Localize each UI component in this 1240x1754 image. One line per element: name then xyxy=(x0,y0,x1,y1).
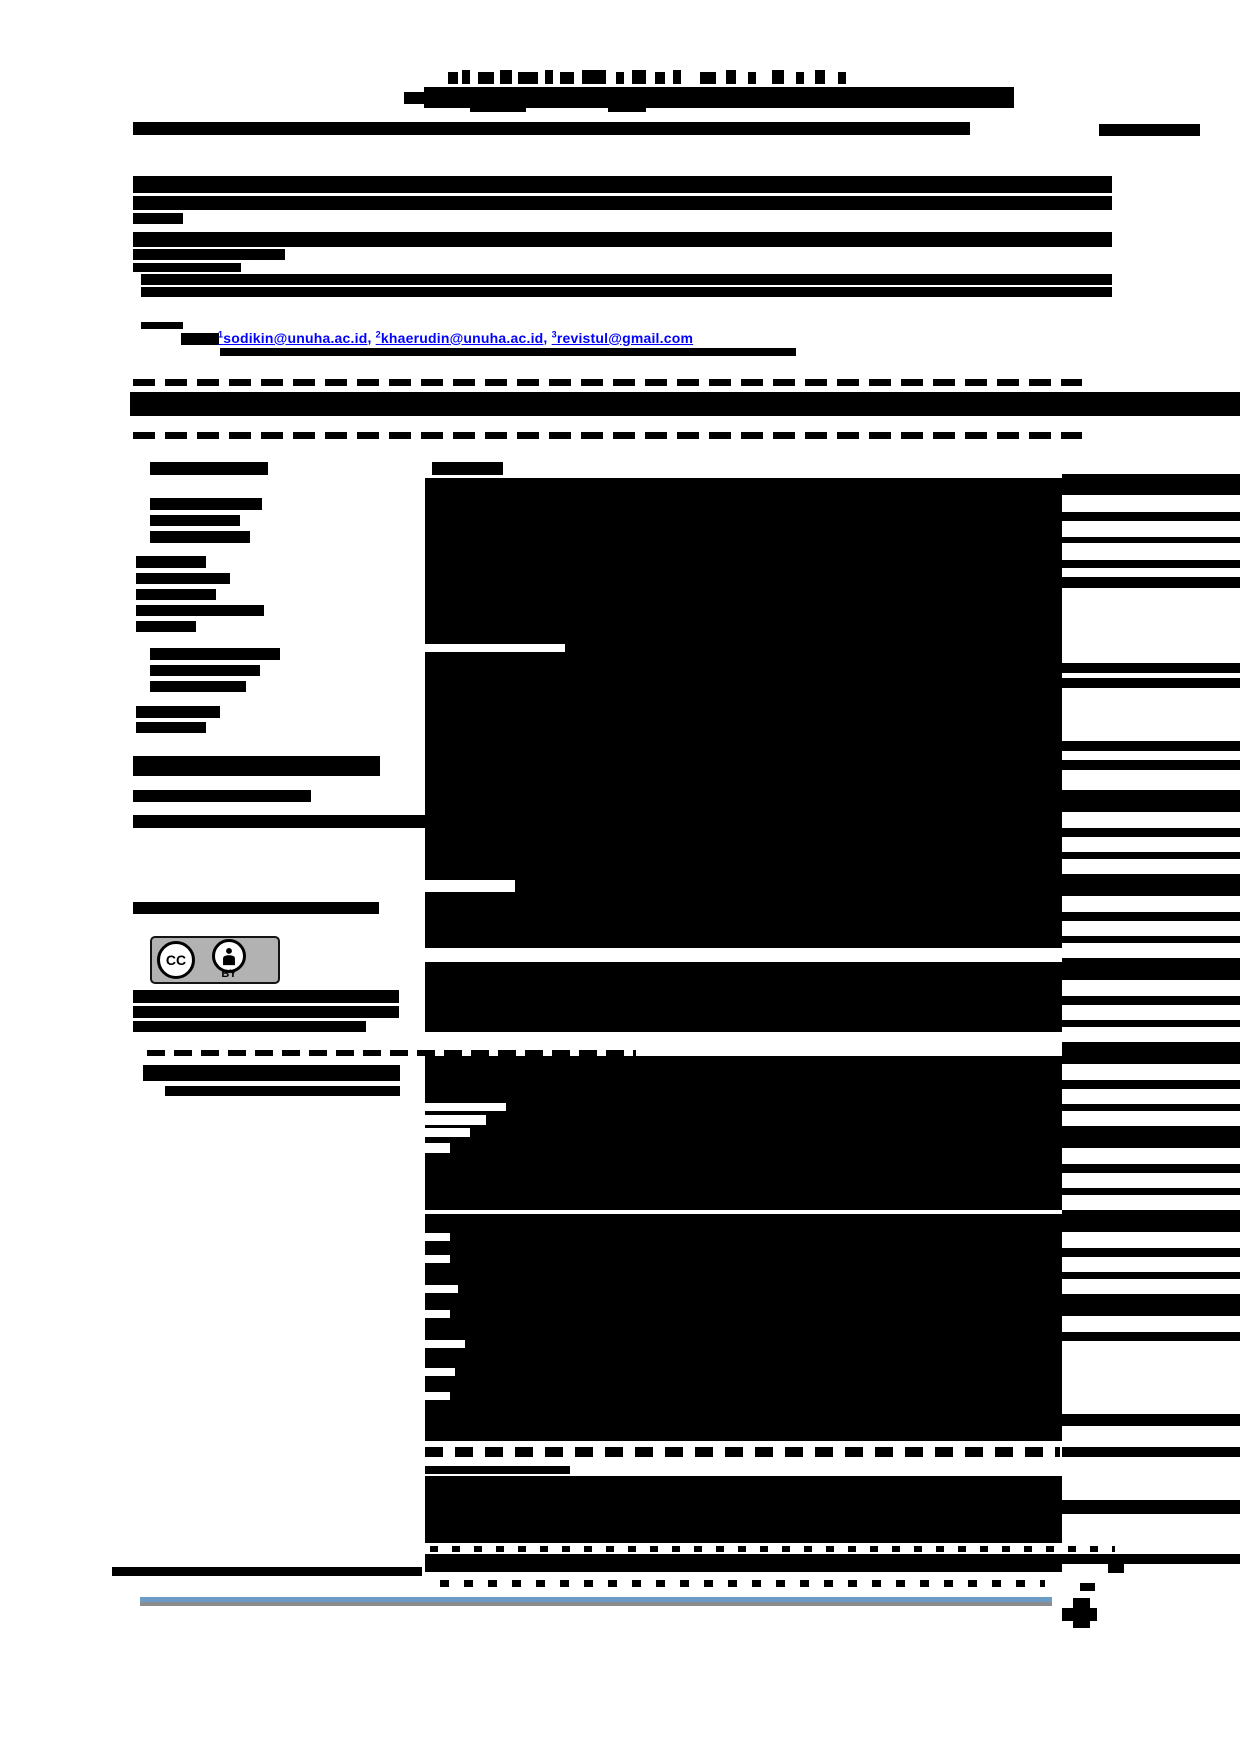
redacted-text-block xyxy=(1062,537,1240,543)
redacted-text-block xyxy=(1062,663,1240,673)
redacted-text-block xyxy=(560,72,574,84)
dashed-rule xyxy=(147,1050,636,1056)
redacted-text-block xyxy=(1062,1080,1240,1089)
redacted-text-block xyxy=(1062,678,1240,688)
redacted-text-block xyxy=(130,392,1240,416)
footer-rule-shadow xyxy=(140,1602,1052,1606)
redacted-text-block xyxy=(1062,790,1240,812)
redacted-text-block xyxy=(655,72,665,84)
redacted-text-block xyxy=(425,962,1062,1032)
redacted-text-block xyxy=(133,122,970,135)
paragraph-gap xyxy=(425,644,565,652)
email-sup-3: 3 xyxy=(551,329,557,339)
redacted-text-block xyxy=(136,621,196,632)
paragraph-gap xyxy=(425,1285,458,1293)
paragraph-gap xyxy=(425,1128,470,1137)
redacted-text-block xyxy=(608,107,646,112)
redacted-text-block xyxy=(726,70,736,84)
redacted-text-block xyxy=(1062,512,1240,521)
redacted-text-block xyxy=(133,196,1112,210)
redacted-text-block xyxy=(133,213,183,224)
redacted-text-block xyxy=(500,70,512,84)
footer-logo-icon xyxy=(1062,1598,1098,1632)
paragraph-gap xyxy=(425,1115,486,1125)
redacted-text-block xyxy=(136,589,216,600)
redacted-text-block xyxy=(1062,1210,1240,1232)
paragraph-gap xyxy=(425,880,515,892)
redacted-text-block xyxy=(424,87,1014,108)
redacted-text-block xyxy=(815,70,825,84)
redacted-text-block xyxy=(150,665,260,676)
redacted-text-block xyxy=(700,72,716,84)
redacted-text-block xyxy=(136,722,206,733)
redacted-text-block xyxy=(1062,912,1240,921)
redacted-text-block xyxy=(545,70,553,84)
redacted-text-block xyxy=(1062,1332,1240,1341)
paragraph-gap xyxy=(425,1310,450,1318)
redacted-text-block xyxy=(141,287,1112,297)
email-sup-1: 1 xyxy=(218,329,224,339)
paragraph-gap xyxy=(425,1392,450,1400)
redacted-text-block xyxy=(133,902,379,914)
dashed-rule xyxy=(133,432,1082,439)
redacted-text-block xyxy=(141,322,183,329)
redacted-text-block xyxy=(141,274,1112,285)
redacted-text-block xyxy=(165,1086,400,1096)
redacted-text-block xyxy=(112,1567,422,1576)
cc-logo-icon: CC xyxy=(157,941,195,979)
email-text-2: khaerudin@unuha.ac.id xyxy=(380,329,544,346)
redacted-text-block xyxy=(616,72,624,84)
redacted-text-block xyxy=(133,1006,399,1018)
redacted-text-block xyxy=(796,72,804,84)
redacted-text-block xyxy=(1062,852,1240,859)
redacted-text-block xyxy=(133,790,311,802)
redacted-text-block xyxy=(1062,1294,1240,1316)
redacted-text-block xyxy=(1062,1126,1240,1148)
email-text-3: revistul@gmail.com xyxy=(556,329,694,346)
redacted-text-block xyxy=(404,92,426,104)
redacted-text-block xyxy=(136,605,264,616)
redacted-text-block xyxy=(582,70,606,84)
redacted-text-block xyxy=(1062,1500,1240,1514)
redacted-text-block xyxy=(478,72,494,84)
author-email-link-2[interactable] xyxy=(376,330,544,346)
redacted-text-block xyxy=(133,249,285,260)
redacted-text-block xyxy=(1062,741,1240,751)
redacted-text-block xyxy=(425,478,1062,948)
author-email-link-1[interactable] xyxy=(218,330,367,346)
redacted-text-block xyxy=(136,706,220,718)
redacted-text-block xyxy=(220,348,796,356)
redacted-text-block xyxy=(425,1466,570,1474)
dashed-rule xyxy=(425,1447,1060,1457)
redacted-text-block xyxy=(150,648,280,660)
redacted-text-block xyxy=(1062,1248,1240,1257)
paragraph-gap xyxy=(425,1143,450,1153)
author-emails-row xyxy=(218,329,693,347)
redacted-text-block xyxy=(143,1065,400,1081)
redacted-text-block xyxy=(462,70,470,84)
cc-by-label: BY xyxy=(221,968,237,980)
redacted-text-block xyxy=(150,515,240,526)
redacted-text-block xyxy=(1062,936,1240,943)
paragraph-gap xyxy=(425,1103,506,1111)
redacted-text-block xyxy=(1062,958,1240,980)
redacted-text-block xyxy=(1099,124,1200,136)
dashed-rule xyxy=(133,379,1082,386)
email-separator: , xyxy=(367,329,376,346)
redacted-text-block xyxy=(1062,828,1240,837)
redacted-text-block xyxy=(133,232,1112,247)
redacted-text-block xyxy=(1062,996,1240,1005)
redacted-text-block xyxy=(150,462,268,475)
author-email-link-3[interactable] xyxy=(552,330,694,346)
redacted-text-block xyxy=(150,531,250,543)
redacted-text-block xyxy=(1062,1414,1240,1426)
redacted-text-block xyxy=(1062,1020,1240,1027)
paragraph-gap xyxy=(425,1368,455,1376)
dotted-rule xyxy=(440,1580,1045,1587)
redacted-text-block xyxy=(1062,560,1240,568)
redacted-text-block xyxy=(425,1554,1062,1572)
redacted-text-block xyxy=(1062,760,1240,770)
redacted-text-block xyxy=(772,70,784,84)
redacted-text-block xyxy=(1062,1447,1240,1457)
redacted-text-block xyxy=(673,70,681,84)
redacted-text-block xyxy=(1080,1583,1095,1591)
redacted-text-block xyxy=(518,72,538,84)
redacted-text-block xyxy=(136,573,230,584)
redacted-text-block xyxy=(1062,874,1240,896)
redacted-text-block xyxy=(1062,1554,1240,1564)
redacted-text-block xyxy=(448,72,458,84)
redacted-text-block xyxy=(1062,1104,1240,1111)
redacted-text-block xyxy=(1062,1272,1240,1279)
redacted-text-block xyxy=(133,176,1112,193)
redacted-text-block xyxy=(1062,1188,1240,1195)
redacted-text-block xyxy=(425,1214,1062,1414)
redacted-text-block xyxy=(1062,577,1240,588)
email-separator: , xyxy=(543,329,552,346)
redacted-text-block xyxy=(1108,1563,1124,1573)
cc-by-license-badge[interactable] xyxy=(150,936,280,984)
paragraph-gap xyxy=(425,1340,465,1348)
redacted-text-block xyxy=(133,756,380,776)
redacted-text-block xyxy=(181,333,219,345)
redacted-text-block xyxy=(133,263,241,272)
paragraph-gap xyxy=(425,1233,450,1241)
redacted-text-block xyxy=(133,1021,366,1032)
redacted-text-block xyxy=(425,1414,1062,1441)
redacted-text-block xyxy=(432,462,503,475)
email-text-1: sodikin@unuha.ac.id xyxy=(223,329,368,346)
redacted-text-block xyxy=(838,72,846,84)
redacted-text-block xyxy=(136,556,206,568)
redacted-text-block xyxy=(133,815,431,828)
email-sup-2: 2 xyxy=(375,329,381,339)
dotted-rule xyxy=(430,1546,1115,1552)
redacted-text-block xyxy=(470,107,526,112)
redacted-text-block xyxy=(133,990,399,1003)
paragraph-gap xyxy=(425,1255,450,1263)
redacted-text-block xyxy=(150,498,262,510)
redacted-text-block xyxy=(1062,474,1240,495)
redacted-text-block xyxy=(1062,1042,1240,1064)
redacted-text-block xyxy=(150,681,246,692)
redacted-text-block xyxy=(1062,1164,1240,1173)
redacted-text-block xyxy=(425,1056,1062,1210)
redacted-text-block xyxy=(632,70,646,84)
redacted-text-block xyxy=(425,1476,1062,1543)
redacted-text-block xyxy=(748,72,756,84)
